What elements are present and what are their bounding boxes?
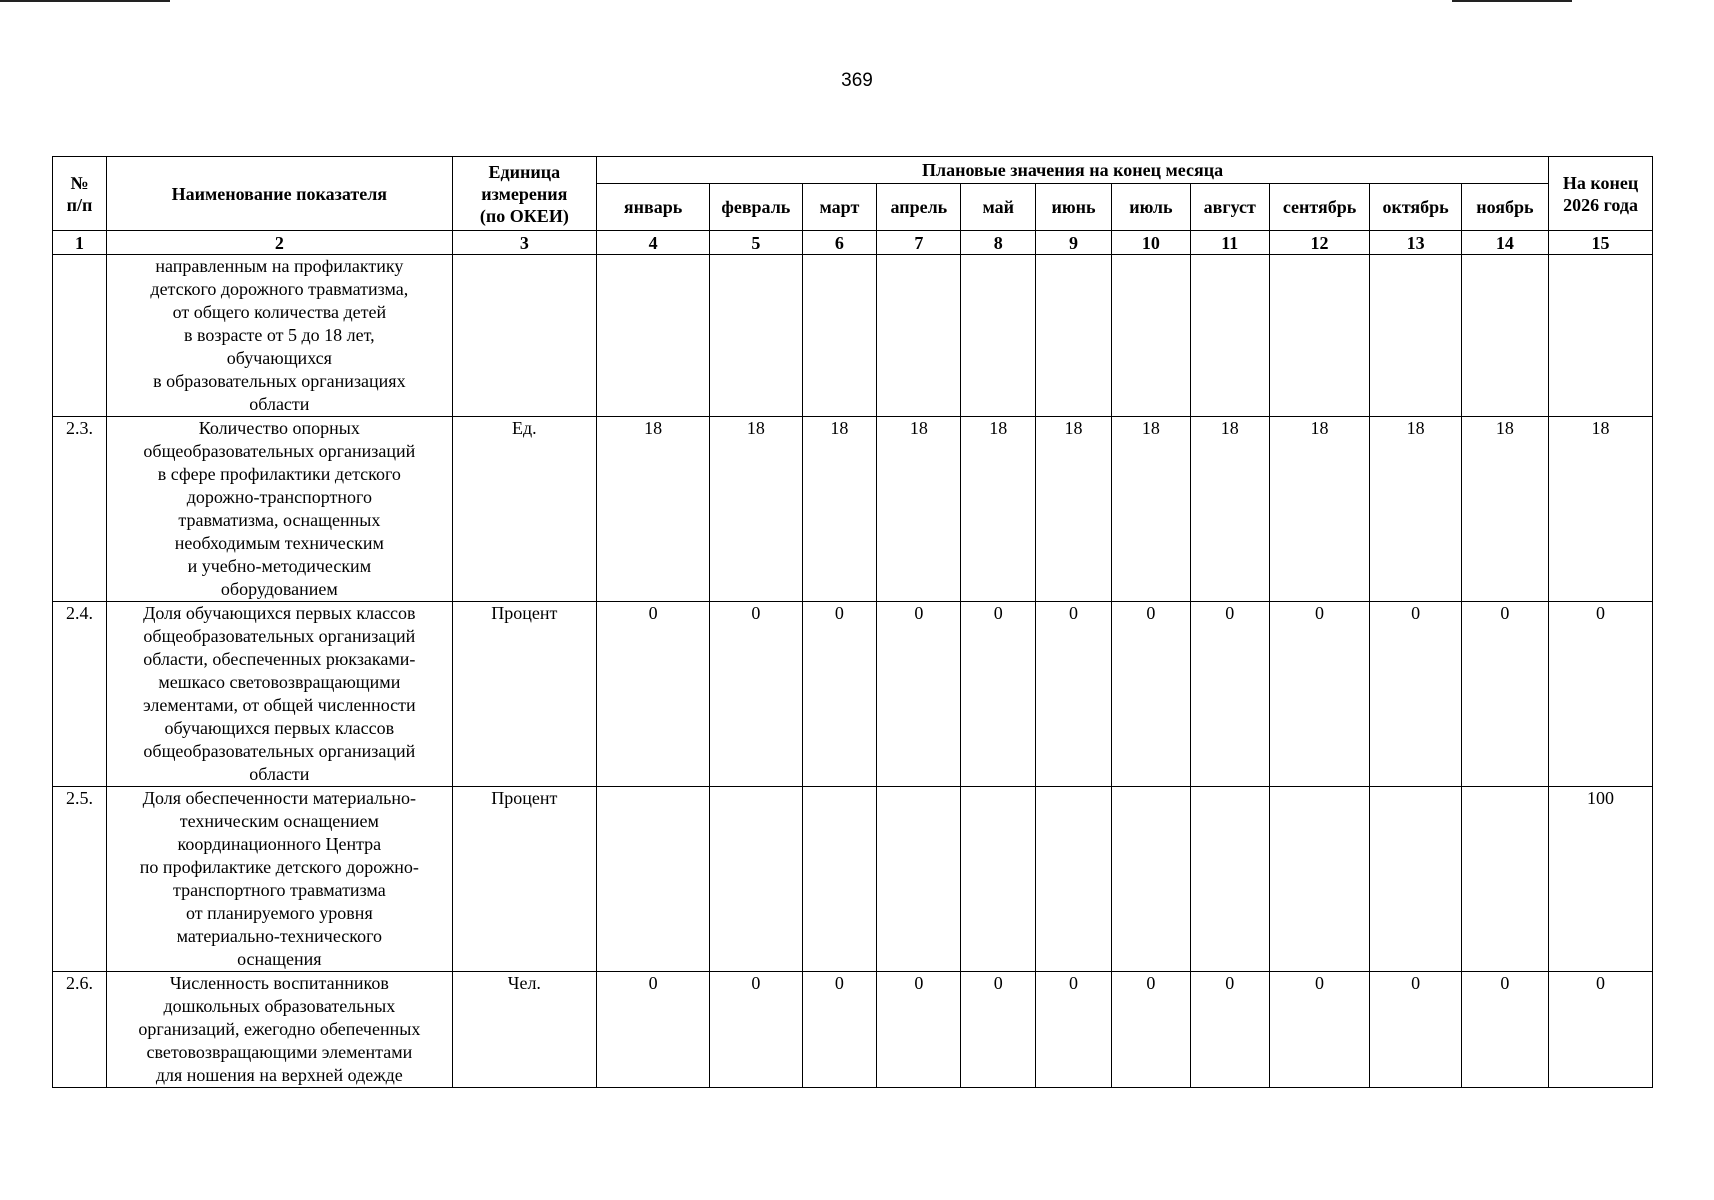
row-number: 2.3. — [53, 417, 107, 602]
column-number: 5 — [710, 231, 802, 255]
month-value — [1111, 787, 1190, 972]
column-number: 2 — [106, 231, 452, 255]
month-value — [1370, 255, 1461, 417]
month-value: 0 — [1461, 602, 1548, 787]
month-value: 0 — [1269, 972, 1370, 1088]
scan-edge-right — [1452, 0, 1572, 2]
month-value: 18 — [1269, 417, 1370, 602]
row-number: 2.6. — [53, 972, 107, 1088]
indicator-name-line: обучающихся — [226, 348, 332, 368]
scan-edge-left — [0, 0, 170, 2]
month-value: 0 — [1190, 972, 1269, 1088]
indicator-name-line: оснащения — [237, 949, 322, 969]
header-month: июль — [1111, 184, 1190, 231]
year-end-value: 100 — [1549, 787, 1653, 972]
unit-of-measure: Процент — [452, 602, 596, 787]
header-month: август — [1190, 184, 1269, 231]
header-month: апрель — [877, 184, 961, 231]
indicator-name-line: необходимым техническим — [174, 533, 384, 553]
header-unit: Единица измерения (по ОКЕИ) — [452, 157, 596, 231]
month-value: 18 — [710, 417, 802, 602]
indicator-name-line: Доля обучающихся первых классов — [143, 603, 416, 623]
indicator-name — [106, 972, 452, 1088]
header-year-end: На конец 2026 года — [1549, 157, 1653, 231]
indicator-name-line: в сфере профилактики детского — [157, 464, 401, 484]
unit-of-measure: Чел. — [452, 972, 596, 1088]
month-value: 18 — [597, 417, 710, 602]
year-end-value: 18 — [1549, 417, 1653, 602]
column-number: 3 — [452, 231, 596, 255]
month-value: 0 — [961, 602, 1036, 787]
month-value: 0 — [802, 972, 877, 1088]
column-number: 6 — [802, 231, 877, 255]
month-value: 0 — [1370, 972, 1461, 1088]
month-value: 0 — [1111, 602, 1190, 787]
column-number: 15 — [1549, 231, 1653, 255]
month-value — [1036, 787, 1112, 972]
header-month: февраль — [710, 184, 802, 231]
month-value: 0 — [710, 972, 802, 1088]
column-number: 11 — [1190, 231, 1269, 255]
table-row — [53, 602, 1653, 787]
indicator-name-line: детского дорожного травматизма, — [150, 279, 409, 299]
month-value: 0 — [802, 602, 877, 787]
indicator-name-line: и учебно-методическим — [187, 556, 372, 576]
month-value — [802, 787, 877, 972]
indicator-name-line: материально-технического — [176, 926, 383, 946]
indicator-table — [52, 156, 1653, 1088]
indicator-name-line: Численность воспитанников — [169, 973, 389, 993]
month-value: 18 — [1370, 417, 1461, 602]
month-value — [1036, 255, 1112, 417]
indicator-name-line: общеобразовательных организаций — [143, 741, 416, 761]
month-value — [1269, 255, 1370, 417]
page-number: 369 — [841, 70, 873, 91]
table-row — [53, 972, 1653, 1088]
indicator-name-line: травматизма, оснащенных — [178, 510, 381, 530]
month-value — [1111, 255, 1190, 417]
header-month: май — [961, 184, 1036, 231]
indicator-name-line: общеобразовательных организаций — [143, 626, 416, 646]
year-end-value: 0 — [1549, 972, 1653, 1088]
month-value: 0 — [597, 602, 710, 787]
unit-of-measure: Ед. — [452, 417, 596, 602]
header-month: март — [802, 184, 877, 231]
header-month: январь — [597, 184, 710, 231]
month-value — [877, 787, 961, 972]
header-num: № п/п — [53, 157, 107, 231]
indicator-name-line: световозвращающими элементами — [146, 1042, 413, 1062]
indicator-name-line: в образовательных организациях — [153, 371, 406, 391]
month-value: 0 — [1269, 602, 1370, 787]
month-value: 18 — [877, 417, 961, 602]
column-number: 7 — [877, 231, 961, 255]
indicator-name-line: оборудованием — [220, 579, 338, 599]
column-number: 12 — [1269, 231, 1370, 255]
indicator-name-line: транспортного травматизма — [172, 880, 386, 900]
indicator-name-line: элементами, от общей численности — [143, 695, 416, 715]
indicator-name-line: дошкольных образовательных — [163, 996, 396, 1016]
year-end-value — [1549, 255, 1653, 417]
month-value: 18 — [1461, 417, 1548, 602]
month-value: 18 — [1111, 417, 1190, 602]
table-row — [53, 255, 1653, 417]
indicator-name-line: техническим оснащением — [179, 811, 379, 831]
month-value: 18 — [1190, 417, 1269, 602]
month-value: 0 — [877, 602, 961, 787]
indicator-name-line: от планируемого уровня — [185, 903, 373, 923]
month-value: 18 — [1036, 417, 1112, 602]
indicator-name-line: по профилактике детского дорожно- — [139, 857, 419, 877]
header-month: октябрь — [1370, 184, 1461, 231]
indicator-name-line: Количество опорных — [198, 418, 360, 438]
indicator-name-line: дорожно-транспортного — [186, 487, 372, 507]
month-value — [597, 787, 710, 972]
header-name: Наименование показателя — [106, 157, 452, 231]
row-number — [53, 255, 107, 417]
month-value: 0 — [877, 972, 961, 1088]
month-value — [961, 255, 1036, 417]
month-value: 0 — [1190, 602, 1269, 787]
row-number: 2.4. — [53, 602, 107, 787]
month-value — [1370, 787, 1461, 972]
column-number: 10 — [1111, 231, 1190, 255]
month-value: 0 — [961, 972, 1036, 1088]
unit-of-measure: Процент — [452, 787, 596, 972]
month-value — [961, 787, 1036, 972]
column-number: 14 — [1461, 231, 1548, 255]
indicator-name-line: от общего количества детей — [172, 302, 387, 322]
indicator-name — [106, 787, 452, 972]
indicator-name-line: в возрасте от 5 до 18 лет, — [184, 325, 375, 345]
month-value — [802, 255, 877, 417]
indicator-name — [106, 417, 452, 602]
unit-of-measure — [452, 255, 596, 417]
indicator-name-line: координационного Центра — [177, 834, 382, 854]
column-number: 1 — [53, 231, 107, 255]
month-value — [1190, 255, 1269, 417]
indicator-name-line: общеобразовательных организаций — [143, 441, 416, 461]
month-value — [1461, 255, 1548, 417]
column-number: 8 — [961, 231, 1036, 255]
month-value — [877, 255, 961, 417]
year-end-value: 0 — [1549, 602, 1653, 787]
month-value — [597, 255, 710, 417]
table-row — [53, 417, 1653, 602]
indicator-name-line: области — [249, 764, 310, 784]
month-value — [1461, 787, 1548, 972]
month-value — [710, 787, 802, 972]
month-value — [710, 255, 802, 417]
month-value: 0 — [1461, 972, 1548, 1088]
month-value: 18 — [961, 417, 1036, 602]
month-value: 0 — [1111, 972, 1190, 1088]
month-value — [1269, 787, 1370, 972]
column-number: 4 — [597, 231, 710, 255]
indicator-name-line: направленным на профилактику — [155, 256, 404, 276]
row-number: 2.5. — [53, 787, 107, 972]
header-month: сентябрь — [1269, 184, 1370, 231]
indicator-name-line: Доля обеспеченности материально- — [142, 788, 416, 808]
indicator-name — [106, 255, 452, 417]
indicator-name-line: для ношения на верхней одежде — [155, 1065, 403, 1085]
table-row — [53, 787, 1653, 972]
header-month: ноябрь — [1461, 184, 1548, 231]
indicator-name-line: области, обеспеченных рюкзаками- — [143, 649, 416, 669]
indicator-name-line: обучающихся первых классов — [164, 718, 395, 738]
column-number: 13 — [1370, 231, 1461, 255]
header-month: июнь — [1036, 184, 1112, 231]
indicator-name-line: области — [249, 394, 310, 414]
month-value: 0 — [597, 972, 710, 1088]
month-value — [1190, 787, 1269, 972]
column-number: 9 — [1036, 231, 1112, 255]
month-value: 0 — [1036, 602, 1112, 787]
month-value: 0 — [710, 602, 802, 787]
indicator-name-line: мешкасо световозвращающими — [158, 672, 401, 692]
month-value: 0 — [1370, 602, 1461, 787]
month-value: 18 — [802, 417, 877, 602]
indicator-name-line: организаций, ежегодно обепеченных — [138, 1019, 421, 1039]
month-value: 0 — [1036, 972, 1112, 1088]
indicator-name — [106, 602, 452, 787]
header-planned-group: Плановые значения на конец месяца — [597, 157, 1549, 184]
